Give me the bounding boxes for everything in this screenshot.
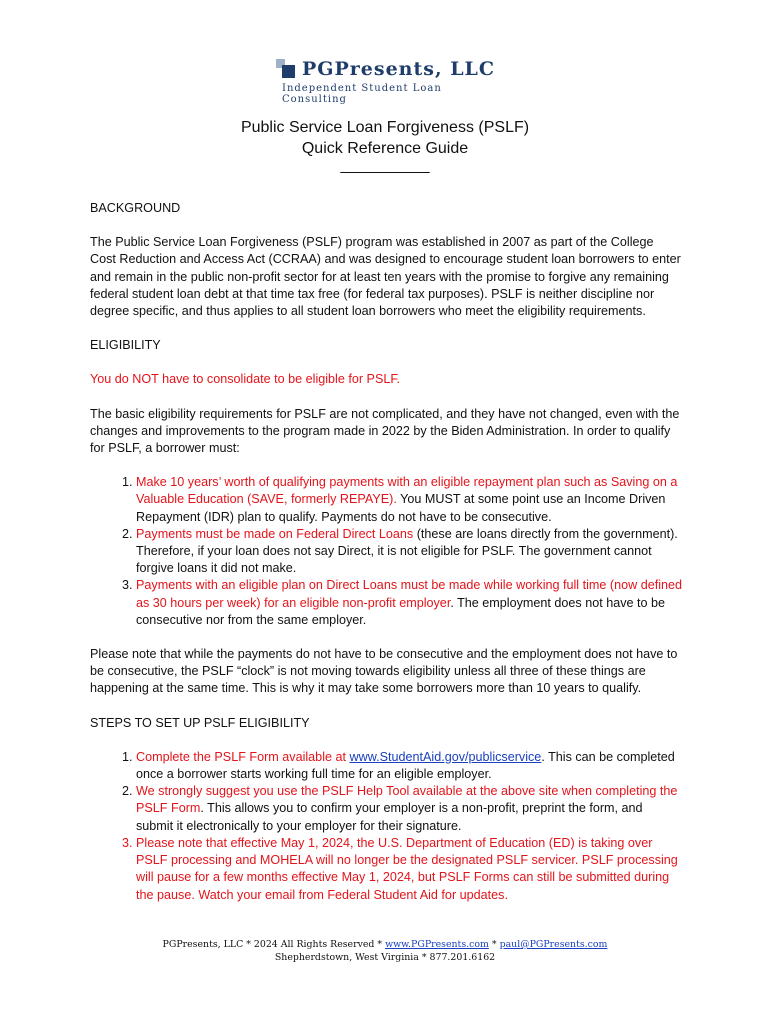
steps-list (90, 749, 682, 904)
list-item (136, 783, 682, 835)
consolidation-note: You do NOT have to consolidate to be eligible for PSLF. (90, 372, 401, 387)
eligibility-intro: The basic eligibility requirements for PSLF are not complicated, and they have not changed, even with the changes and improvements to the program made in 2022 by the Biden Administration. In order to qualify for PSLF, a borrower must: (90, 406, 680, 456)
item-highlight: Complete the PSLF Form available at (136, 749, 350, 764)
item-text: (these are loans directly from the government). Therefore, if your loan does not say Direct, it is not eligible for PSLF. The government cannot forgive loans it did not make. (136, 526, 678, 576)
studentaid-link[interactable]: www.StudentAid.gov/publicservice (349, 749, 542, 764)
page-footer (0, 938, 770, 964)
steps-heading: STEPS TO SET UP PSLF ELIGIBILITY (90, 715, 310, 730)
company-tagline: Independent Student Loan Consulting (282, 83, 442, 105)
item-text: You MUST at some point use an Income Driven Repayment (IDR) plan to qualify. Payments do not have to be consecutive. (136, 492, 666, 524)
company-name: PGPresents, LLC (302, 58, 496, 80)
item-highlight: Make 10 years’ worth of qualifying payments with an eligible repayment plan such as Saving on a Valuable Education (SAVE, formerly REPAYE). (136, 475, 678, 507)
document-body (90, 200, 682, 921)
eligibility-list (90, 474, 682, 629)
item-text: . This can be completed once a borrower starts working full time for an eligible employer. (136, 749, 675, 782)
eligibility-closing: Please note that while the payments do not have to be consecutive and the employment does not have to be consecutive, the PSLF “clock” is not moving towards eligibility unless all three of these things are happening at the same time. This is why it may take some borrowers more than 10 years to qualify. (90, 647, 678, 696)
document-title (0, 117, 770, 173)
eligibility-heading: ELIGIBILITY (90, 338, 161, 353)
item-highlight: We strongly suggest you use the PSLF Help Tool available at the above site when completing the PSLF Form (136, 784, 678, 816)
website-link[interactable]: www.PGPresents.com (385, 939, 489, 950)
item-highlight: Please note that effective May 1, 2024, the U.S. Department of Education (ED) is taking over PSLF processing and MOHELA will no longer be the designated PSLF servicer. PSLF processing will pause for a few months effective May 1, 2024, but PSLF Forms can still be submitted during the pause. Watch your email from Federal Student Aid for updates. (136, 835, 678, 902)
item-text: . This allows you to confirm your employer is a non-profit, preprint the form, and submit it electronically to your employer for their signature. (136, 801, 643, 833)
list-item (136, 577, 682, 629)
copyright-text: PGPresents, LLC * 2024 All Rights Reserved * (162, 939, 386, 950)
title-line-2: Quick Reference Guide (301, 140, 469, 157)
item-highlight: Payments with an eligible plan on Direct Loans must be made while working full time (now defined as 30 hours per week) for an eligible non-profit employer (136, 578, 683, 610)
background-heading: BACKGROUND (90, 201, 181, 215)
list-item (136, 526, 682, 578)
item-highlight: Payments must be made on Federal Direct Loans (136, 526, 414, 541)
item-text: . The employment does not have to be consecutive nor from the same employer. (136, 595, 666, 627)
background-paragraph: The Public Service Loan Forgiveness (PSLF) program was established in 2007 as part of the College Cost Reduction and Access Act (CCRAA) and was designed to encourage student loan borrowers to enter and remain in the public non-profit sector for at least ten years with the promise to forgive any remaining federal student loan debt at that time tax free (for federal tax purposes). PSLF is neither discipline nor degree specific, and thus applies to all student loan borrowers who meet the eligibility requirements. (90, 235, 681, 319)
list-item (136, 835, 682, 904)
list-item (136, 749, 682, 783)
list-item (136, 474, 682, 526)
logo-mark-icon (276, 59, 296, 79)
email-link[interactable]: paul@PGPresents.com (499, 939, 608, 950)
company-logo (276, 58, 506, 105)
title-line-1: Public Service Loan Forgiveness (PSLF) (240, 119, 530, 136)
separator: * (488, 939, 500, 950)
title-rule: __________ (340, 157, 430, 174)
footer-address: Shepherdstown, West Virginia * 877.201.6162 (274, 952, 496, 963)
